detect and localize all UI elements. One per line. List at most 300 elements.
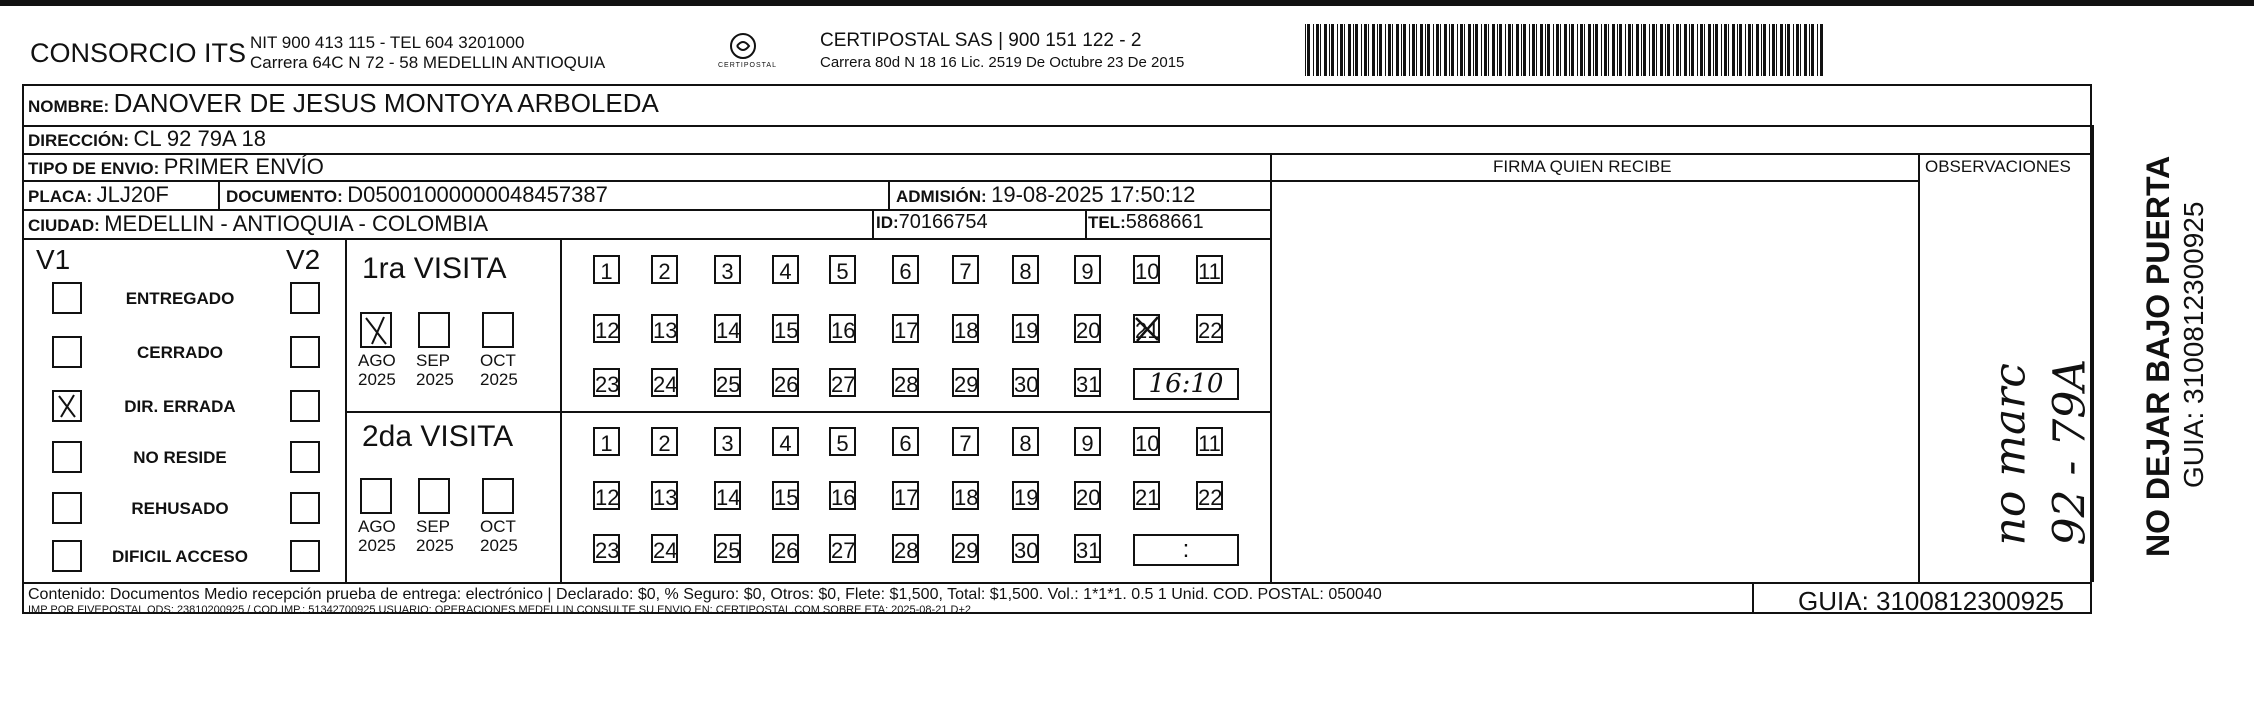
day-number: 17 [894,318,919,343]
day-cell[interactable] [651,481,678,510]
v2-checkbox[interactable] [290,390,320,422]
tel-value: 5868661 [1125,211,1204,233]
day-number: 31 [1076,538,1101,563]
year-label: 2025 [358,536,396,555]
barcode-bar [1601,24,1602,76]
barcode-bar [1499,24,1502,76]
day-number: 3 [721,431,734,456]
barcode-bar [1680,24,1681,76]
day-number: 20 [1076,318,1101,343]
year-label: 2025 [358,370,396,389]
logo-text: CERTIPOSTAL [718,62,777,69]
day-cell[interactable] [952,534,979,563]
day-number: 11 [1198,431,1221,456]
footer-line1: Contenido: Documentos Medio recepción prueba de entrega: electrónico | Declarado: $0, % Seguro: $0, Otros: $0, Flete: $1,500, Total: $1,500. Vol.: 1*1*1. 0.5 1 Unid. COD. POSTAL: 050040 [28,586,1382,603]
barcode-bar [1320,24,1321,76]
day-cell[interactable] [1133,255,1160,284]
barcode-bar [1569,24,1570,76]
v2-checkbox[interactable] [290,282,320,314]
day-cell[interactable] [1012,427,1039,456]
day-number: 21 [1135,485,1160,510]
documento-label: DOCUMENTO: [226,187,343,206]
day-cell[interactable] [593,481,620,510]
barcode-bar [1772,24,1775,76]
barcode-bar [1641,24,1642,76]
column-divider [1085,209,1087,238]
day-number: 22 [1198,485,1223,510]
row-divider [22,125,2092,127]
no-dejar-bajo-puerta: NO DEJAR BAJO PUERTA [2140,155,2176,557]
day-number: 19 [1014,318,1039,343]
time-field[interactable] [1133,534,1239,566]
footer-guia: GUIA: 3100812300925 [1798,586,2064,616]
day-cell[interactable] [829,255,856,284]
day-cell[interactable] [772,255,799,284]
column-divider [1918,153,1920,582]
tel-label: TEL: [1088,213,1126,232]
day-cell[interactable] [952,427,979,456]
day-number: 16 [831,318,856,343]
x-mark-icon [362,314,390,346]
day-cell[interactable] [952,368,979,397]
day-cell[interactable] [952,481,979,510]
day-cell[interactable] [651,255,678,284]
year-label: 2025 [416,536,454,555]
year-label: 2025 [480,536,518,555]
barcode-bar [1745,24,1746,76]
barcode-bar [1793,24,1794,76]
day-number: 19 [1014,485,1039,510]
barcode-bar [1787,24,1790,76]
day-number: 4 [779,259,792,284]
day-cell[interactable] [1133,481,1160,510]
barcode-bar [1700,24,1703,76]
barcode-bar [1756,24,1759,76]
month-label: AGO [358,351,396,370]
nombre-value: DANOVER DE JESUS MONTOYA ARBOLEDA [113,88,659,118]
tipo-label: TIPO DE ENVIO: [28,159,160,178]
barcode-bar [1392,24,1393,76]
day-number: 28 [894,372,919,397]
day-cell[interactable] [1196,314,1223,343]
day-cell[interactable] [1074,427,1101,456]
barcode-bar [1473,24,1474,76]
day-cell[interactable] [772,481,799,510]
day-cell[interactable] [1133,427,1160,456]
day-cell[interactable] [1196,481,1223,510]
id-value: 70166754 [898,211,988,233]
day-cell[interactable] [892,481,919,510]
day-cell[interactable] [829,368,856,397]
barcode-bar [1412,24,1415,76]
v1-checkbox[interactable] [52,282,82,314]
barcode-bar [1388,24,1391,76]
barcode-bar [1420,24,1423,76]
handwriting-line1: no marc [1984,363,2036,546]
day-cell[interactable] [651,314,678,343]
month-label: AGO [358,517,396,536]
barcode-bar [1481,24,1482,76]
barcode-bar [1505,24,1506,76]
barcode-bar [1553,24,1554,76]
barcode-bar [1804,24,1807,76]
day-number: 29 [954,372,979,397]
v1-checkbox[interactable] [52,441,82,473]
day-cell[interactable] [714,255,741,284]
month-checkbox[interactable] [418,478,450,514]
barcode-bar [1364,24,1367,76]
carrier-name: CERTIPOSTAL SAS | 900 151 122 - 2 [820,30,1142,51]
day-number: 24 [653,372,678,397]
barcode-bar [1355,24,1358,76]
barcode-bar [1337,24,1338,76]
barcode-bar [1577,24,1578,76]
day-cell[interactable] [829,481,856,510]
month-checkbox[interactable] [482,312,514,348]
day-cell[interactable] [1012,481,1039,510]
barcode-bar [1329,24,1330,76]
day-number: 27 [831,538,856,563]
day-number: 25 [716,372,741,397]
barcode-bar [1643,24,1646,76]
barcode-bar [1667,24,1670,76]
barcode-bar [1377,24,1378,76]
day-cell[interactable] [1074,368,1101,397]
day-number: 14 [716,318,741,343]
barcode-bar [1752,24,1753,76]
day-cell[interactable] [1012,534,1039,563]
day-cell[interactable] [1196,255,1223,284]
day-cell[interactable] [829,534,856,563]
day-number: 3 [721,259,734,284]
barcode-bar [1689,24,1690,76]
day-cell[interactable] [714,481,741,510]
day-cell[interactable] [1074,534,1101,563]
day-cell[interactable] [829,314,856,343]
v2-checkbox[interactable] [290,441,320,473]
day-cell[interactable] [1012,255,1039,284]
day-cell[interactable] [892,427,919,456]
day-number: 23 [595,538,620,563]
certipostal-logo [713,30,777,76]
barcode [1303,24,1830,76]
handwriting-line2: 92 - 79A [2044,358,2096,546]
barcode-bar [1588,24,1591,76]
barcode-bar [1521,24,1522,76]
day-number: 12 [595,485,620,510]
barcode-bar [1780,24,1783,76]
barcode-bar [1409,24,1410,76]
status-label: REHUSADO [131,499,229,518]
barcode-bar [1665,24,1666,76]
direccion-value: CL 92 79A 18 [133,126,267,151]
v1-checkbox[interactable] [52,540,82,572]
barcode-bar [1571,24,1574,76]
day-number: 11 [1198,259,1221,284]
month-checkbox[interactable] [418,312,450,348]
day-number: 24 [653,538,678,563]
barcode-bar [1353,24,1354,76]
day-cell[interactable] [593,427,620,456]
barcode-bar [1564,24,1567,76]
barcode-bar [1516,24,1519,76]
day-cell[interactable] [714,534,741,563]
barcode-bar [1508,24,1511,76]
barcode-bar [1652,24,1655,76]
day-number: 22 [1198,318,1223,343]
barcode-bar [1811,24,1814,76]
day-cell[interactable] [1074,255,1101,284]
barcode-bar [1817,24,1818,76]
carrier-address: Carrera 80d N 18 16 Lic. 2519 De Octubre 23 De 2015 [820,54,1185,71]
day-cell[interactable] [714,368,741,397]
day-cell[interactable] [892,534,919,563]
barcode-bar [1595,24,1598,76]
day-number: 1 [600,259,613,284]
month-checkbox[interactable] [360,312,392,348]
barcode-bar [1372,24,1375,76]
barcode-bar [1732,24,1735,76]
barcode-bar [1769,24,1770,76]
barcode-bar [1556,24,1559,76]
barcode-bar [1636,24,1639,76]
day-number: 23 [595,372,620,397]
time-value: 16:10 [1148,369,1224,399]
barcode-bar [1580,24,1583,76]
day-number: 8 [1019,259,1032,284]
month-label: OCT [480,351,516,370]
barcode-bar [1313,24,1314,76]
barcode-bar [1820,24,1823,76]
barcode-bar [1713,24,1714,76]
top-edge-bar [0,0,2254,6]
day-cell[interactable] [772,368,799,397]
day-number: 5 [836,431,849,456]
barcode-bar [1800,24,1801,76]
firma-label: FIRMA QUIEN RECIBE [1493,157,1672,176]
column-divider [1270,153,1272,582]
barcode-bar [1324,24,1327,76]
day-number: 15 [774,318,799,343]
day-number: 18 [954,485,979,510]
day-number: 13 [653,318,678,343]
column-divider [345,238,347,582]
day-cell[interactable] [952,314,979,343]
month-label: SEP [416,517,451,536]
day-cell[interactable] [1012,368,1039,397]
day-cell[interactable] [593,534,620,563]
day-number: 10 [1135,431,1160,456]
day-number: 13 [653,485,678,510]
barcode-bar [1604,24,1607,76]
footer-divider [22,582,2092,584]
barcode-bar [1344,24,1345,76]
month-checkbox[interactable] [360,478,392,514]
barcode-bar [1348,24,1351,76]
barcode-bar [1403,24,1406,76]
day-number: 16 [831,485,856,510]
status-label: ENTREGADO [125,289,235,308]
day-number: 4 [779,431,792,456]
footer-line2: IMP POR FIVEPOSTAL ODS: 23810200925 / COD.IMP.: 51342700925 USUARIO: OPERACIONES MEDELLIN CONSULTE SU ENVIO EN: CERTIPOSTAL.COM SOBRE ETA: 2025-08-21 D+2 [28,604,971,616]
day-number: 9 [1081,259,1094,284]
v1-checkbox[interactable] [52,492,82,524]
barcode-bar [1401,24,1402,76]
day-cell[interactable] [952,255,979,284]
day-cell[interactable] [1196,427,1223,456]
day-cell[interactable] [1133,314,1160,343]
day-number: 28 [894,538,919,563]
barcode-bar [1619,24,1622,76]
barcode-bar [1416,24,1417,76]
day-cell[interactable] [892,314,919,343]
day-cell[interactable] [1012,314,1039,343]
barcode-bar [1715,24,1718,76]
admision-value: 19-08-2025 17:50:12 [991,182,1196,207]
barcode-bar [1728,24,1729,76]
observaciones-handwriting [1950,310,2110,580]
admision-label: ADMISIÓN: [896,187,987,206]
barcode-bar [1316,24,1319,76]
day-cell[interactable] [714,314,741,343]
barcode-bar [1625,24,1626,76]
tipo-value: PRIMER ENVÍO [163,154,324,179]
barcode-bar [1536,24,1537,76]
day-cell[interactable] [829,427,856,456]
day-number: 6 [899,431,912,456]
day-cell[interactable] [593,314,620,343]
v1-checkbox[interactable] [52,336,82,368]
day-cell[interactable] [651,368,678,397]
form-frame [22,84,2092,614]
ciudad-value: MEDELLIN - ANTIOQUIA - COLOMBIA [104,211,489,236]
barcode-bar [1697,24,1698,76]
day-cell[interactable] [714,427,741,456]
day-cell[interactable] [892,368,919,397]
barcode-bar [1340,24,1343,76]
barcode-bar [1444,24,1447,76]
barcode-bar [1488,24,1489,76]
day-number: 26 [774,538,799,563]
barcode-bar [1721,24,1722,76]
barcode-bar [1440,24,1441,76]
day-cell[interactable] [772,427,799,456]
day-cell[interactable] [1074,481,1101,510]
barcode-bar [1612,24,1615,76]
day-cell[interactable] [651,534,678,563]
day-number: 18 [954,318,979,343]
barcode-bar [1497,24,1498,76]
barcode-bar [1776,24,1777,76]
barcode-bar [1739,24,1742,76]
day-number: 21 [1135,318,1160,343]
barcode-bar [1545,24,1546,76]
day-cell[interactable] [1074,314,1101,343]
day-number: 15 [774,485,799,510]
barcode-bar [1673,24,1674,76]
day-cell[interactable] [593,255,620,284]
visit-divider [345,411,1270,413]
column-divider [872,209,874,238]
barcode-bar [1457,24,1458,76]
barcode-bar [1396,24,1399,76]
day-cell[interactable] [772,314,799,343]
barcode-bar [1584,24,1585,76]
barcode-bar [1464,24,1465,76]
barcode-bar [1628,24,1631,76]
barcode-bar [1460,24,1463,76]
day-cell[interactable] [593,368,620,397]
day-number: 6 [899,259,912,284]
day-number: 9 [1081,431,1094,456]
company-nit: NIT 900 413 115 - TEL 604 3201000 [250,33,525,52]
day-number: 10 [1135,259,1160,284]
v1-label: V1 [36,244,71,275]
barcode-bar [1331,24,1334,76]
barcode-bar [1748,24,1751,76]
day-number: 7 [959,431,972,456]
year-label: 2025 [416,370,454,389]
day-number: 30 [1014,372,1039,397]
barcode-bar [1529,24,1530,76]
v2-checkbox[interactable] [290,492,320,524]
barcode-bar [1684,24,1687,76]
barcode-bar [1361,24,1362,76]
status-label: NO RESIDE [133,448,227,467]
barcode-bar [1436,24,1439,76]
time-field[interactable] [1133,368,1239,400]
day-cell[interactable] [651,427,678,456]
month-checkbox[interactable] [482,478,514,514]
direccion-label: DIRECCIÓN: [28,131,130,150]
visit1-title: 1ra VISITA [362,252,507,285]
placa-value: JLJ20F [96,182,169,207]
v2-checkbox[interactable] [290,336,320,368]
barcode-bar [1708,24,1711,76]
day-number: 2 [658,431,671,456]
company-name: CONSORCIO ITS [30,38,247,68]
barcode-bar [1468,24,1471,76]
barcode-bar [1427,24,1430,76]
day-number: 7 [959,259,972,284]
day-number: 20 [1076,485,1101,510]
barcode-bar [1449,24,1450,76]
x-mark-icon [1132,314,1162,344]
day-number: 1 [600,431,613,456]
barcode-bar [1809,24,1810,76]
observaciones-label: OBSERVACIONES [1925,157,2071,176]
day-number: 29 [954,538,979,563]
day-cell[interactable] [892,255,919,284]
ciudad-label: CIUDAD: [28,216,100,235]
day-cell[interactable] [772,534,799,563]
placa-label: PLACA: [28,187,93,206]
v2-checkbox[interactable] [290,540,320,572]
barcode-bar [1379,24,1382,76]
barcode-bar [1492,24,1495,76]
day-number: 12 [595,318,620,343]
column-divider [560,238,562,582]
v1-checkbox[interactable] [52,390,82,422]
barcode-bar [1660,24,1663,76]
month-label: SEP [416,351,451,370]
day-number: 2 [658,259,671,284]
barcode-bar [1691,24,1694,76]
barcode-bar [1433,24,1434,76]
day-number: 5 [836,259,849,284]
day-number: 31 [1076,372,1101,397]
barcode-bar [1617,24,1618,76]
